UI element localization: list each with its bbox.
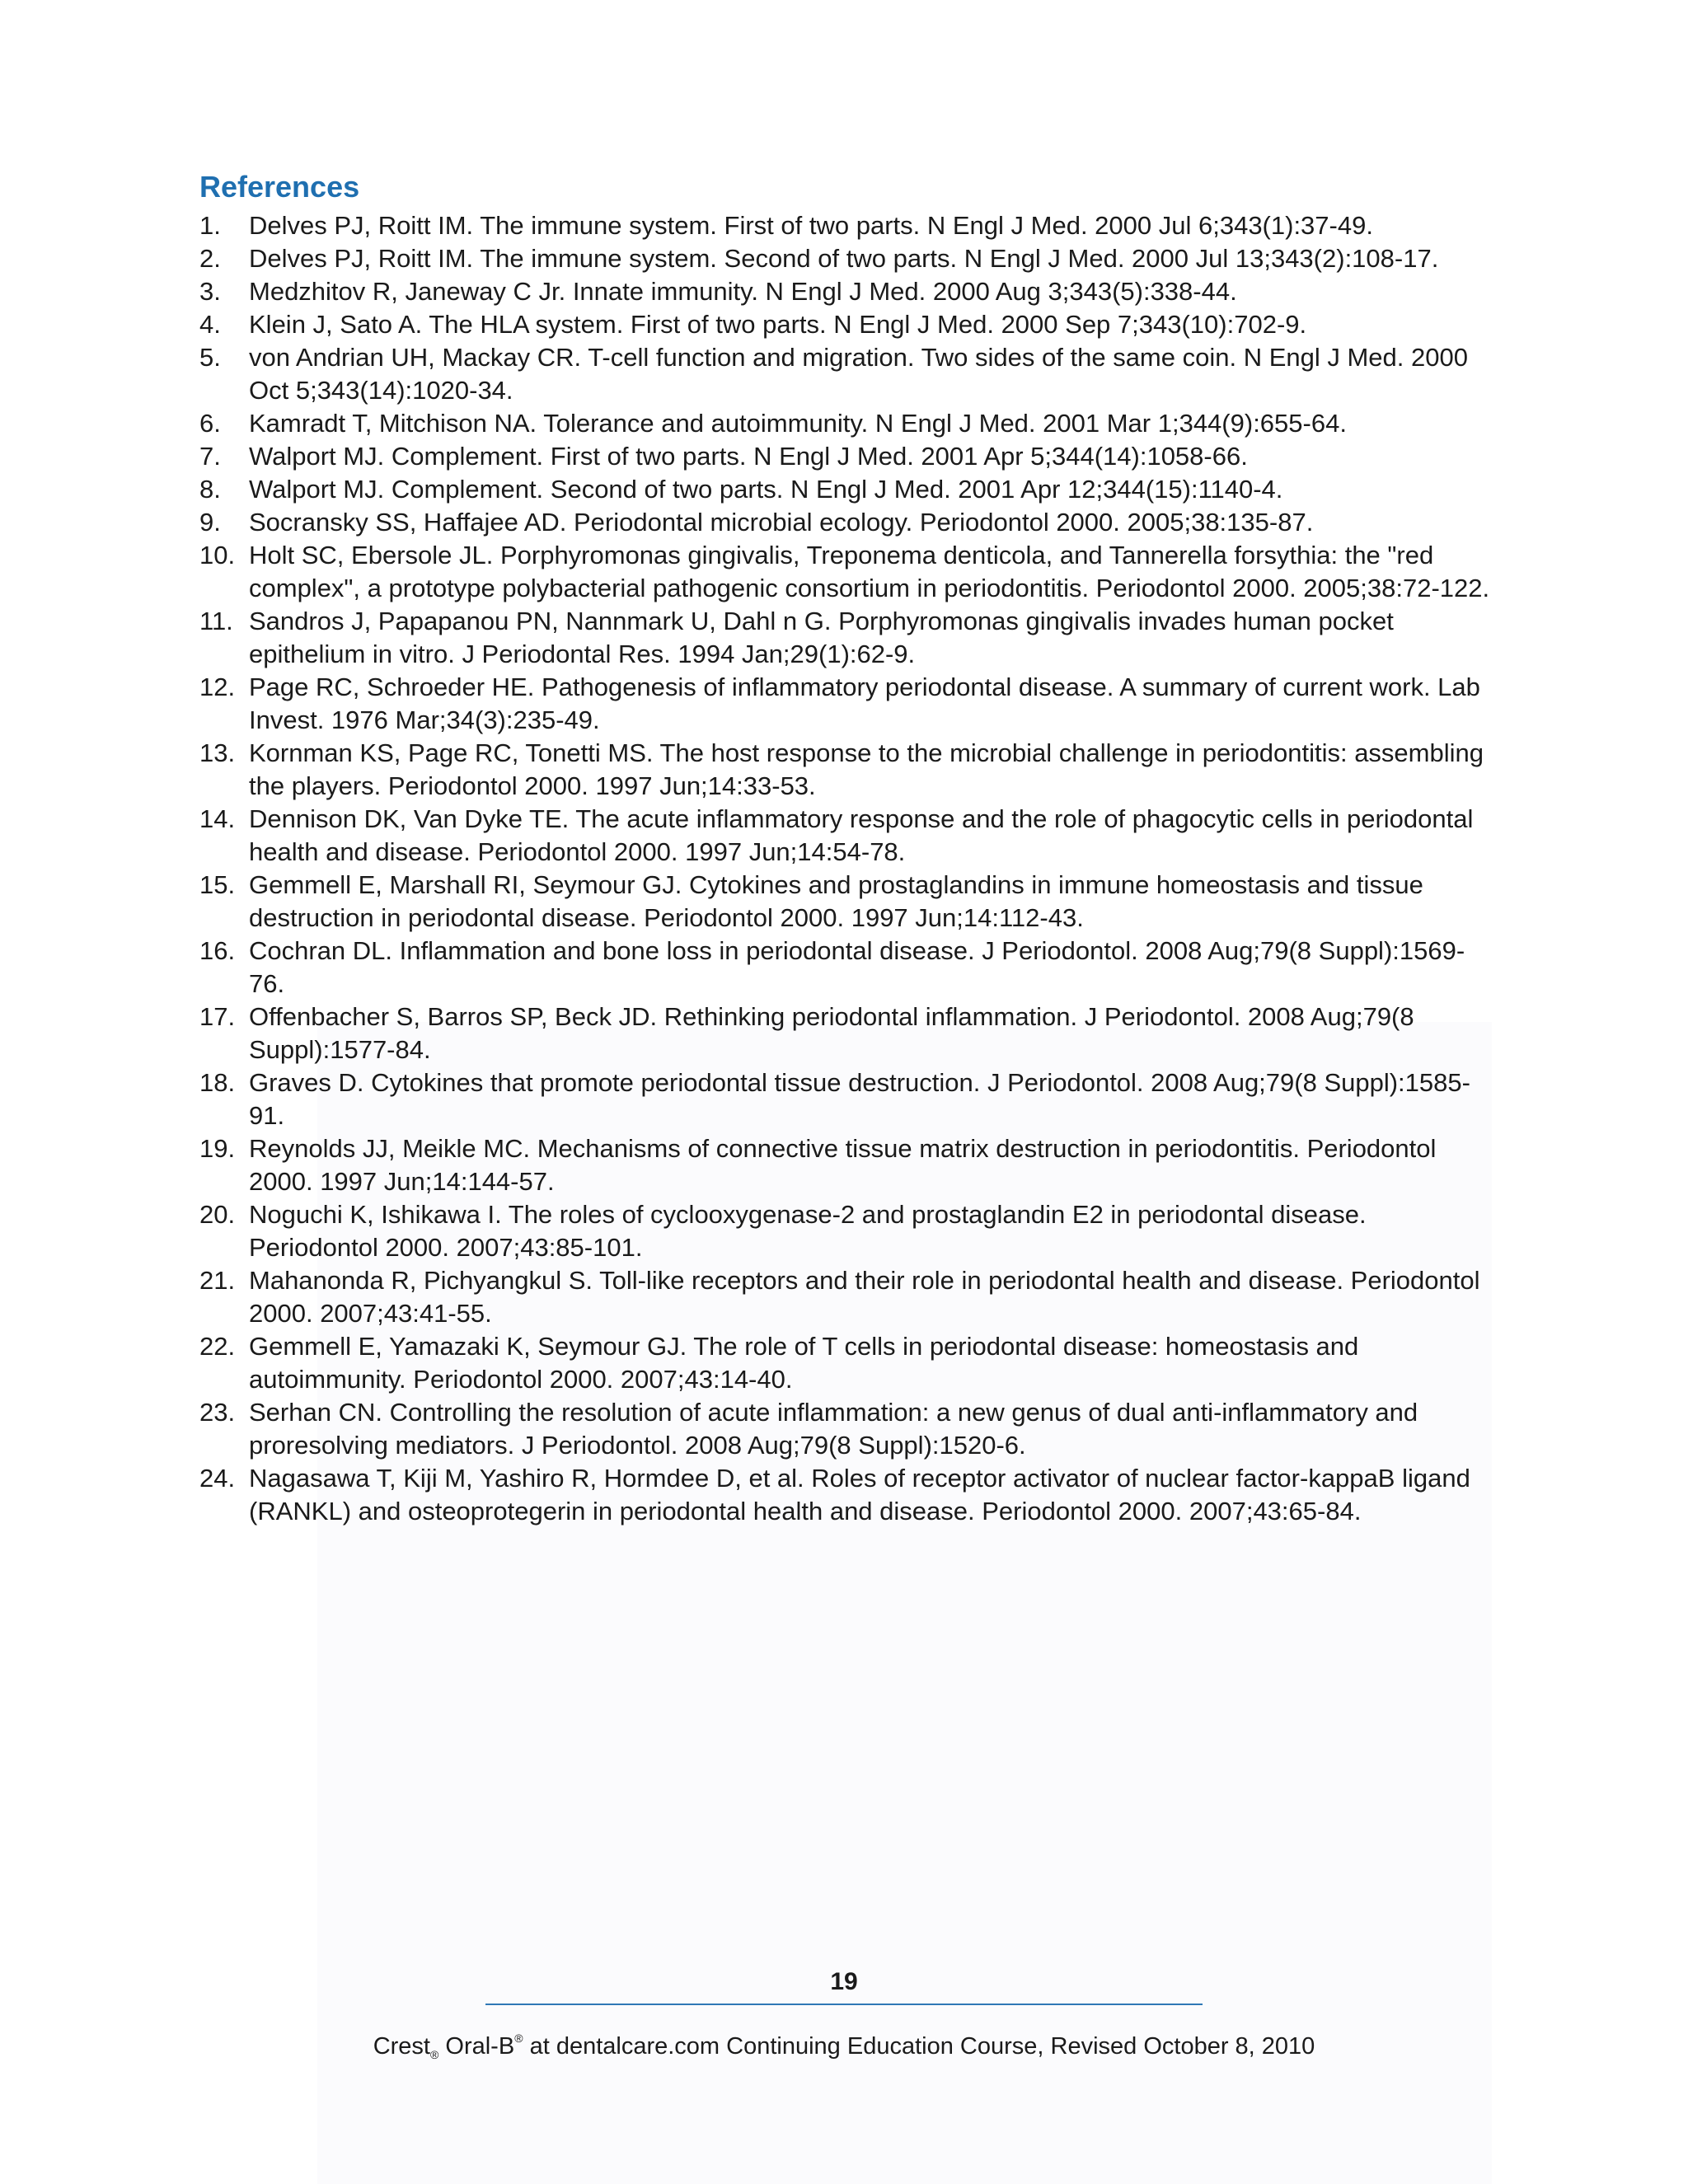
reference-number: 21.	[199, 1266, 236, 1295]
reference-item	[199, 341, 1493, 407]
page-footer	[0, 1966, 1688, 2071]
reference-text: Delves PJ, Roitt IM. The immune system. First of two parts. N Engl J Med. 2000 Jul 6;343(1):37-49.	[249, 211, 1373, 240]
brand-oral-b: Oral-B	[445, 2033, 515, 2060]
reference-item	[199, 671, 1493, 737]
reference-number: 23.	[199, 1398, 236, 1427]
reference-text: Socransky SS, Haffajee AD. Periodontal microbial ecology. Periodontol 2000. 2005;38:135-87.	[249, 508, 1314, 537]
reference-text: Cochran DL. Inflammation and bone loss in periodontal disease. J Periodontol. 2008 Aug;79(8 Suppl):1569-76.	[249, 936, 1465, 998]
reference-text: Mahanonda R, Pichyangkul S. Toll-like receptors and their role in periodontal health and disease. Periodontol 2000. 2007;43:41-55.	[249, 1266, 1480, 1328]
reference-number: 5.	[199, 343, 221, 372]
reference-number: 24.	[199, 1464, 236, 1493]
reference-text: Page RC, Schroeder HE. Pathogenesis of inflammatory periodontal disease. A summary of current work. Lab Invest. 1976 Mar;34(3):235-49.	[249, 673, 1480, 734]
reference-text: Klein J, Sato A. The HLA system. First of two parts. N Engl J Med. 2000 Sep 7;343(10):702-9.	[249, 310, 1307, 339]
reference-item	[199, 605, 1493, 671]
reference-item	[199, 473, 1493, 506]
reference-item	[199, 1132, 1493, 1198]
reference-text: Walport MJ. Complement. First of two parts. N Engl J Med. 2001 Apr 5;344(14):1058-66.	[249, 442, 1248, 471]
reference-text: Kamradt T, Mitchison NA. Tolerance and autoimmunity. N Engl J Med. 2001 Mar 1;344(9):655-64.	[249, 409, 1347, 438]
reference-text: Graves D. Cytokines that promote periodontal tissue destruction. J Periodontol. 2008 Aug;79(8 Suppl):1585-91.	[249, 1068, 1470, 1130]
reference-item	[199, 1001, 1493, 1066]
reference-number: 19.	[199, 1134, 236, 1163]
reference-item	[199, 275, 1493, 308]
reference-item	[199, 1066, 1493, 1132]
reference-item	[199, 1462, 1493, 1528]
registered-mark: ®	[514, 2032, 523, 2045]
reference-text: Nagasawa T, Kiji M, Yashiro R, Hormdee D, et al. Roles of receptor activator of nuclear factor-kappaB ligand (RANKL) and osteoprotegerin in periodontal health and disease. Periodontol 2000. 2007;43:65-84.	[249, 1464, 1470, 1526]
reference-text: Kornman KS, Page RC, Tonetti MS. The host response to the microbial challenge in periodontitis: assembling the players. Periodontol 2000. 1997 Jun;14:33-53.	[249, 738, 1484, 800]
reference-number: 10.	[199, 541, 236, 569]
footer-course-info: at dentalcare.com Continuing Education Course, Revised October 8, 2010	[523, 2033, 1315, 2060]
page-number: 19	[830, 1968, 858, 1995]
reference-number: 20.	[199, 1200, 236, 1229]
reference-item	[199, 440, 1493, 473]
footer-divider	[485, 2004, 1203, 2005]
reference-number: 22.	[199, 1332, 236, 1361]
references-section	[199, 165, 1493, 1528]
reference-text: Gemmell E, Marshall RI, Seymour GJ. Cytokines and prostaglandins in immune homeostasis and tissue destruction in periodontal disease. Periodontol 2000. 1997 Jun;14:112-43.	[249, 870, 1423, 932]
reference-item	[199, 869, 1493, 935]
reference-number: 16.	[199, 936, 236, 965]
reference-item	[199, 803, 1493, 869]
references-list	[199, 209, 1493, 1528]
reference-item	[199, 1198, 1493, 1264]
brand-crest: Crest	[373, 2033, 430, 2060]
reference-number: 6.	[199, 409, 221, 438]
reference-number: 8.	[199, 475, 221, 504]
reference-item	[199, 242, 1493, 275]
reference-number: 11.	[199, 607, 233, 635]
reference-number: 2.	[199, 244, 221, 273]
reference-number: 13.	[199, 738, 236, 767]
reference-text: Dennison DK, Van Dyke TE. The acute inflammatory response and the role of phagocytic cells in periodontal health and disease. Periodontol 2000. 1997 Jun;14:54-78.	[249, 804, 1474, 866]
reference-item	[199, 1396, 1493, 1462]
reference-number: 7.	[199, 442, 221, 471]
reference-text: Offenbacher S, Barros SP, Beck JD. Rethinking periodontal inflammation. J Periodontol. 2008 Aug;79(8 Suppl):1577-84.	[249, 1002, 1414, 1064]
reference-number: 12.	[199, 673, 236, 701]
reference-text: Medzhitov R, Janeway C Jr. Innate immunity. N Engl J Med. 2000 Aug 3;343(5):338-44.	[249, 277, 1237, 306]
reference-text: Gemmell E, Yamazaki K, Seymour GJ. The role of T cells in periodontal disease: homeostasis and autoimmunity. Periodontol 2000. 2007;43:14-40.	[249, 1332, 1359, 1394]
reference-number: 3.	[199, 277, 221, 306]
reference-number: 1.	[199, 211, 221, 240]
reference-text: Reynolds JJ, Meikle MC. Mechanisms of connective tissue matrix destruction in periodontitis. Periodontol 2000. 1997 Jun;14:144-57.	[249, 1134, 1437, 1196]
reference-number: 15.	[199, 870, 236, 899]
reference-number: 17.	[199, 1002, 236, 1031]
reference-number: 14.	[199, 804, 236, 833]
reference-item	[199, 407, 1493, 440]
reference-item	[199, 1330, 1493, 1396]
reference-text: von Andrian UH, Mackay CR. T-cell function and migration. Two sides of the same coin. N Engl J Med. 2000 Oct 5;343(14):1020-34.	[249, 343, 1468, 405]
reference-number: 4.	[199, 310, 221, 339]
references-heading: References	[199, 170, 360, 204]
reference-item	[199, 539, 1493, 605]
reference-text: Serhan CN. Controlling the resolution of acute inflammation: a new genus of dual anti-inflammatory and proresolving mediators. J Periodontol. 2008 Aug;79(8 Suppl):1520-6.	[249, 1398, 1418, 1460]
reference-item	[199, 737, 1493, 803]
reference-text: Noguchi K, Ishikawa I. The roles of cyclooxygenase-2 and prostaglandin E2 in periodontal disease. Periodontol 2000. 2007;43:85-101.	[249, 1200, 1367, 1262]
footer-text	[0, 2022, 1688, 2071]
reference-text: Holt SC, Ebersole JL. Porphyromonas gingivalis, Treponema denticola, and Tannerella forsythia: the "red complex", a prototype polybacterial pathogenic consortium in periodontitis. Periodontol 2000. 2005;38:72-122.	[249, 541, 1490, 602]
registered-mark: ®	[430, 2048, 439, 2061]
reference-number: 9.	[199, 508, 221, 537]
reference-text: Sandros J, Papapanou PN, Nannmark U, Dahl n G. Porphyromonas gingivalis invades human pocket epithelium in vitro. J Periodontal Res. 1994 Jan;29(1):62-9.	[249, 607, 1394, 668]
reference-item	[199, 209, 1493, 242]
reference-item	[199, 506, 1493, 539]
reference-item	[199, 308, 1493, 341]
reference-item	[199, 1264, 1493, 1330]
reference-text: Walport MJ. Complement. Second of two parts. N Engl J Med. 2001 Apr 12;344(15):1140-4.	[249, 475, 1283, 504]
reference-item	[199, 935, 1493, 1001]
reference-number: 18.	[199, 1068, 236, 1097]
reference-text: Delves PJ, Roitt IM. The immune system. Second of two parts. N Engl J Med. 2000 Jul 13;343(2):108-17.	[249, 244, 1439, 273]
